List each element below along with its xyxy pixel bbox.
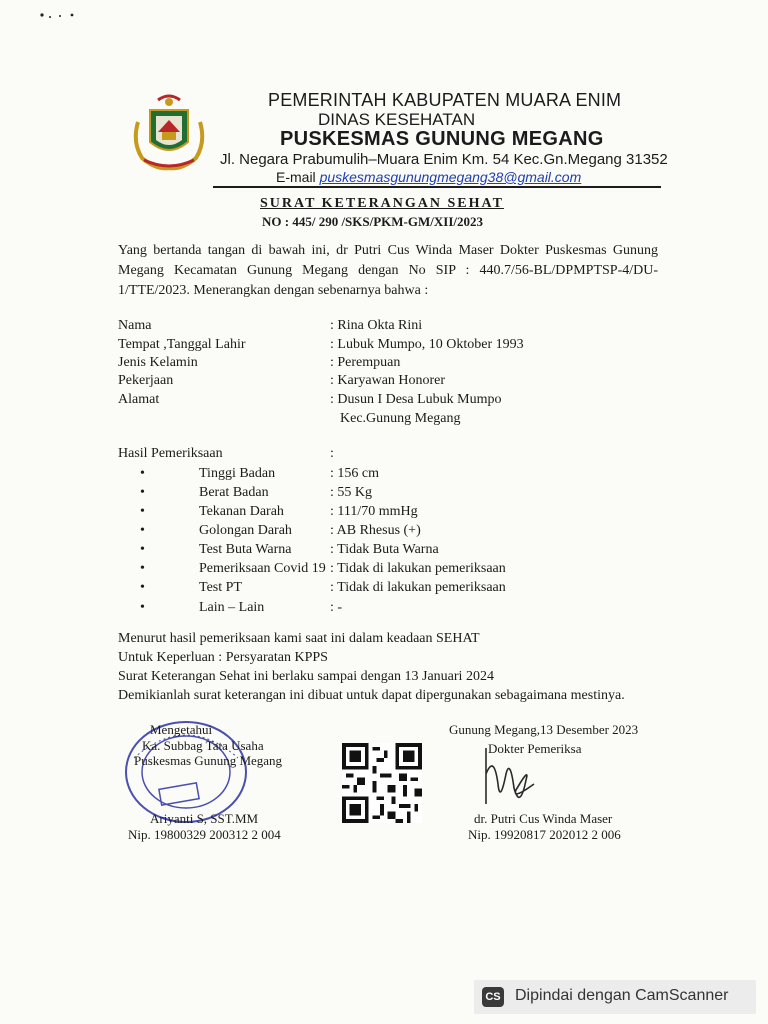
right-sig-name: dr. Putri Cus Winda Maser [474,811,613,826]
exam-value: : Tidak Buta Warna [330,542,439,557]
identity-label: Alamat [118,392,160,407]
bullet: • [140,466,145,481]
exam-label: Pemeriksaan Covid 19 [199,561,326,576]
identity-label: Pekerjaan [118,373,174,388]
exam-label: Berat Badan [199,485,269,500]
email-link[interactable]: puskesmasgunungmegang38@gmail.com [319,169,582,185]
right-sig-role: Dokter Pemeriksa [488,741,582,756]
camscanner-icon: CS [482,987,504,1007]
bullet: • [140,523,145,538]
intro-paragraph: Yang bertanda tangan di bawah ini, dr Putri Cus Winda Maser Dokter Puskesmas Gunung Megang Kecamatan Gunung Megang dengan No SIP : 440.7/56-BL/DPMPTSP-4/DU-1/TTE/2023. Menerangkan dengan sebenarnya bahwa : [118,243,658,298]
bullet: • [140,580,145,595]
left-sig-name: Ariyanti S, SST.MM [150,811,259,826]
qr-code [342,743,422,823]
bullet: • [140,542,145,557]
bullet: • [140,561,145,576]
document-title: SURAT KETERANGAN SEHAT [260,196,504,211]
bullet: • [140,504,145,519]
identity-value: : Lubuk Mumpo, 10 Oktober 1993 [330,337,524,352]
header-rule [213,186,661,188]
document-number: NO : 445/ 290 /SKS/PKM-GM/XII/2023 [262,214,483,229]
left-sig-nip: Nip. 19800329 200312 2 004 [128,827,281,842]
exam-value: : - [330,600,343,615]
exam-value: : Tidak di lakukan pemeriksaan [330,561,506,576]
right-sig-date: Gunung Megang,13 Desember 2023 [449,722,639,737]
exam-heading-colon: : [330,446,334,461]
closing-line: Untuk Keperluan : Persyaratan KPPS [118,650,328,665]
agency-name: DINAS KESEHATAN [318,110,476,129]
coat-of-arms-logo [128,92,210,172]
left-sig-line2: Ka. Subbag Tata Usaha [142,738,264,753]
exam-value: : 156 cm [330,466,379,481]
left-sig-line3: Puskesmas Gunung Megang [134,753,283,768]
left-sig-line1: Mengetahui [150,722,213,737]
identity-value: : Dusun I Desa Lubuk Mumpo [330,392,502,407]
exam-label: Test PT [199,580,242,595]
exam-label: Lain – Lain [199,600,265,615]
closing-line: Surat Keterangan Sehat ini berlaku sampai dengan 13 Januari 2024 [118,669,494,684]
exam-heading: Hasil Pemeriksaan [118,446,223,461]
handwritten-signature [476,744,546,814]
exam-label: Tekanan Darah [199,504,284,519]
identity-value: : Rina Okta Rini [330,318,423,333]
exam-label: Test Buta Warna [199,542,292,557]
email-label: E-mail [276,169,316,185]
clinic-address: Jl. Negara Prabumulih–Muara Enim Km. 54 Kec.Gn.Megang 31352 [220,151,668,168]
exam-value: : 111/70 mmHg [330,504,418,519]
exam-label: Tinggi Badan [199,466,276,481]
closing-line: Demikianlah surat keterangan ini dibuat untuk dapat dipergunakan sebagaimana mestinya. [118,688,625,703]
identity-value: : Perempuan [330,355,401,370]
closing-line: Menurut hasil pemeriksaan kami saat ini dalam keadaan SEHAT [118,631,480,646]
exam-value: : AB Rhesus (+) [330,523,421,538]
gov-name: PEMERINTAH KABUPATEN MUARA ENIM [268,90,622,110]
email-line [276,169,581,185]
exam-label: Golongan Darah [199,523,292,538]
exam-value: : 55 Kg [330,485,372,500]
right-sig-nip: Nip. 19920817 202012 2 006 [468,827,621,842]
bullet: • [140,600,145,615]
camscanner-text: Dipindai dengan CamScanner [515,987,729,1004]
clinic-name: PUSKESMAS GUNUNG MEGANG [280,128,604,150]
exam-value: : Tidak di lakukan pemeriksaan [330,580,506,595]
identity-label: Jenis Kelamin [118,355,198,370]
identity-label: Nama [118,318,152,333]
address-line-2: Kec.Gunung Megang [340,411,461,426]
identity-value: : Karyawan Honorer [330,373,446,388]
bullet: • [140,485,145,500]
identity-label: Tempat ,Tanggal Lahir [118,337,246,352]
scan-specks [38,8,78,22]
